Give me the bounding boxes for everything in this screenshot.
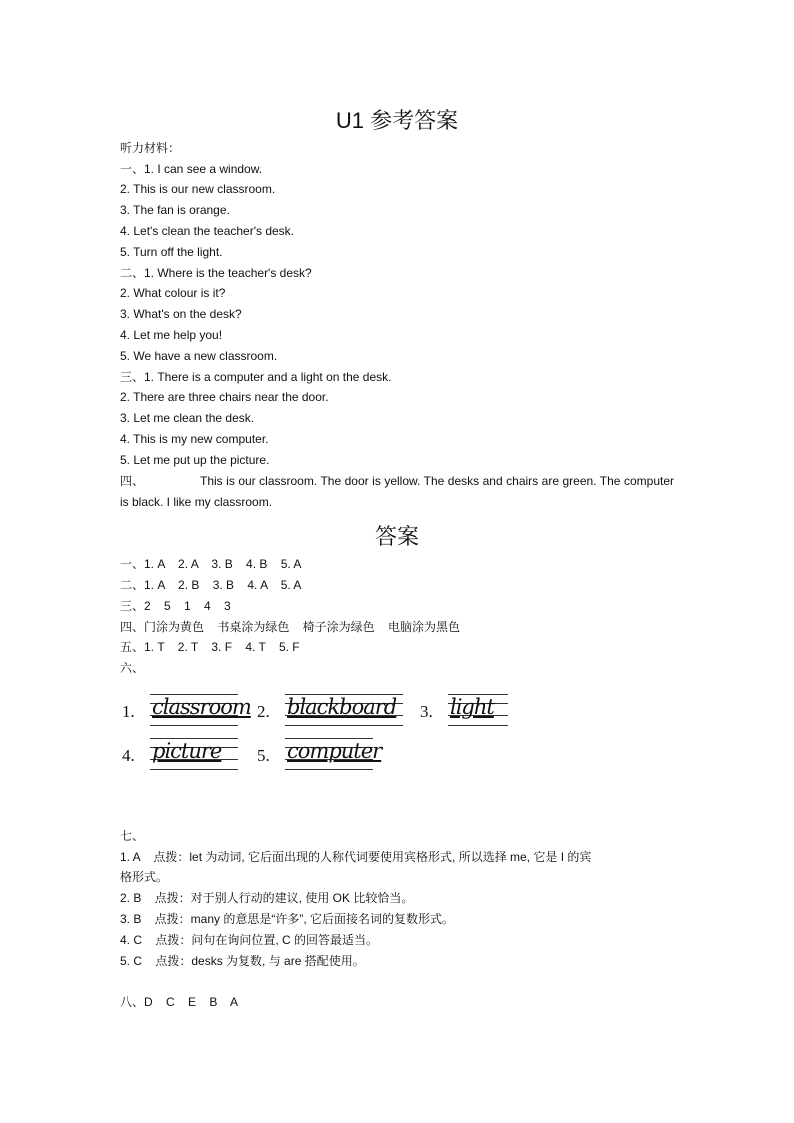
handwriting-number: 2. (257, 702, 270, 721)
handwriting-word: light (450, 695, 494, 719)
handwriting-number: 5. (257, 746, 270, 765)
listening-line: 4. This is my new computer. (120, 432, 269, 446)
listening-line: 一、1. I can see a window. (120, 162, 263, 176)
answer-line: 二、1. A 2. B 3. B 4. A 5. A (120, 578, 302, 592)
part7-line: 3. B 点拨：many 的意思是“许多”, 它后面接名词的复数形式。 (120, 912, 455, 926)
handwriting-word: blackboard (287, 695, 397, 719)
answer-line: 一、1. A 2. A 3. B 4. B 5. A (120, 557, 302, 571)
answer-line: 三、2 5 1 4 3 (120, 599, 231, 613)
part7-header: 七、 (120, 829, 145, 843)
listening-line: 5. Turn off the light. (120, 245, 223, 259)
part4-prefix: 四、 (120, 474, 145, 488)
part7-line: 2. B 点拨：对于别人行动的建议, 使用 OK 比较恰当。 (120, 891, 414, 905)
handwriting-box (150, 734, 238, 774)
handwriting-word: computer (287, 739, 382, 763)
listening-line: 5. Let me put up the picture. (120, 453, 270, 467)
listening-line: 4. Let me help you! (120, 328, 223, 342)
listening-header: 听力材料： (120, 141, 181, 155)
listening-line: 2. What colour is it? (120, 286, 226, 300)
part8-answers: 八、D C E B A (120, 995, 239, 1009)
listening-line: 二、1. Where is the teacher's desk? (120, 266, 312, 280)
listening-line: 3. Let me clean the desk. (120, 411, 255, 425)
page-title: U1 参考答案 (335, 108, 459, 133)
answer-line: 四、门涂为黄色 书桌涂为绿色 椅子涂为绿色 电脑涂为黑色 (120, 620, 461, 634)
handwriting-box (448, 690, 508, 730)
handwriting-word: picture (152, 739, 222, 763)
handwriting-box (150, 690, 251, 730)
handwriting-number: 4. (122, 746, 135, 765)
handwriting-box (285, 690, 403, 730)
part7-line: 1. A 点拨：let 为动词, 它后面出现的人称代词要使用宾格形式, 所以选择 me, 它是 I 的宾 (120, 850, 592, 864)
answer-line: 六、 (120, 661, 145, 675)
answer-line: 五、1. T 2. T 3. F 4. T 5. F (120, 640, 300, 654)
handwriting-box (285, 734, 382, 774)
listening-line: 2. This is our new classroom. (120, 182, 276, 196)
listening-line: 2. There are three chairs near the door. (120, 390, 329, 404)
listening-line: 5. We have a new classroom. (120, 349, 278, 363)
part7-line: 5. C 点拨：desks 为复数, 与 are 搭配使用。 (120, 954, 365, 968)
handwriting-word: classroom (152, 695, 251, 719)
part7-line: 4. C 点拨：问句在询问位置, C 的回答最适当。 (120, 933, 379, 947)
listening-line: 三、1. There is a computer and a light on the desk. (120, 370, 392, 384)
part7-line: 格形式。 (120, 870, 169, 884)
listening-line: 3. What's on the desk? (120, 307, 242, 321)
listening-line: 4. Let's clean the teacher's desk. (120, 224, 295, 238)
listening-line: 3. The fan is orange. (120, 203, 230, 217)
answers-title: 答案 (374, 524, 419, 549)
part4-passage: This is our classroom. The door is yellow. The desks and chairs are green. The computer is black. I like my classroom. (120, 474, 674, 509)
handwriting-number: 3. (420, 702, 433, 721)
handwriting-number: 1. (122, 702, 135, 721)
